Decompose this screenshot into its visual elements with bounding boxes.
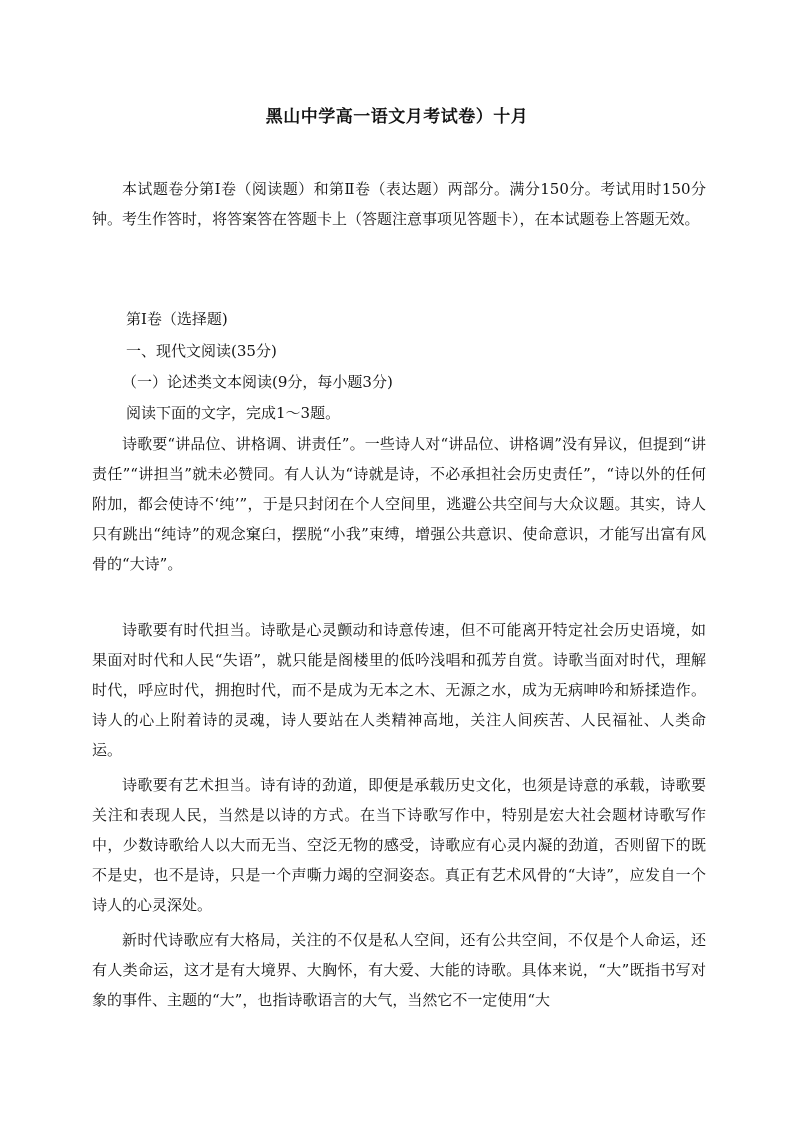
- passage-paragraph-1: 诗歌要“讲品位、讲格调、讲责任”。一些诗人对“讲品位、讲格调”没有异议，但提到“讲责任”“讲担当”就未必赞同。有人认为“诗就是诗，不必承担社会历史责任”，“诗以外的任何附加，都会使诗不‘纯’”，于是只封闭在个人空间里，逃避公共空间与大众议题。其实，诗人只有跳出“纯诗”的观念窠臼，摆脱“小我”束缚，增强公共意识、使命意识，才能写出富有风骨的“大诗”。: [92, 435, 706, 573]
- intro-paragraph: 本试题卷分第Ⅰ卷（阅读题）和第Ⅱ卷（表达题）两部分。满分150分。考试用时150分钟。考生作答时，将答案答在答题卡上（答题注意事项见答题卡），在本试题卷上答题无效。: [92, 180, 706, 228]
- passage-paragraph-2: 诗歌要有时代担当。诗歌是心灵颤动和诗意传速，但不可能离开特定社会历史语境，如果面对时代和人民“失语”，就只能是阁楼里的低吟浅唱和孤芳自赏。诗歌当面对时代，理解时代，呼应时代，拥抱时代，而不是成为无本之木、无源之水，成为无病呻吟和矫揉造作。诗人的心上附着诗的灵魂，诗人要站在人类精神高地，关注人间疾苦、人民福祉、人类命运。: [92, 621, 706, 759]
- part-heading: 一、现代文阅读(35分): [126, 342, 277, 360]
- passage-paragraph-4: 新时代诗歌应有大格局，关注的不仅是私人空间，还有公共空间，不仅是个人命运，还有人类命运，这才是有大境界、大胸怀，有大爱、大能的诗歌。具体来说，“大”既指书写对象的事件、主题的“大”，也指诗歌语言的大气，当然它不一定使用“大: [92, 931, 706, 1009]
- sub-heading: （一）论述类文本阅读(9分，每小题3分): [122, 373, 393, 391]
- page-title: 黑山中学高一语文月考试卷）十月: [265, 107, 529, 127]
- section-heading: 第Ⅰ卷（选择题): [126, 310, 228, 328]
- passage-paragraph-3: 诗歌要有艺术担当。诗有诗的劲道，即便是承载历史文化，也须是诗意的承载，诗歌要关注和表现人民，当然是以诗的方式。在当下诗歌写作中，特别是宏大社会题材诗歌写作中，少数诗歌给人以大而无当、空泛无物的感受，诗歌应有心灵内凝的劲道，否则留下的既不是史，也不是诗，只是一个声嘶力竭的空洞姿态。真正有艺术风骨的“大诗”，应发自一个诗人的心灵深处。: [92, 776, 706, 914]
- reading-instruction: 阅读下面的文字，完成1～3题。: [126, 404, 341, 422]
